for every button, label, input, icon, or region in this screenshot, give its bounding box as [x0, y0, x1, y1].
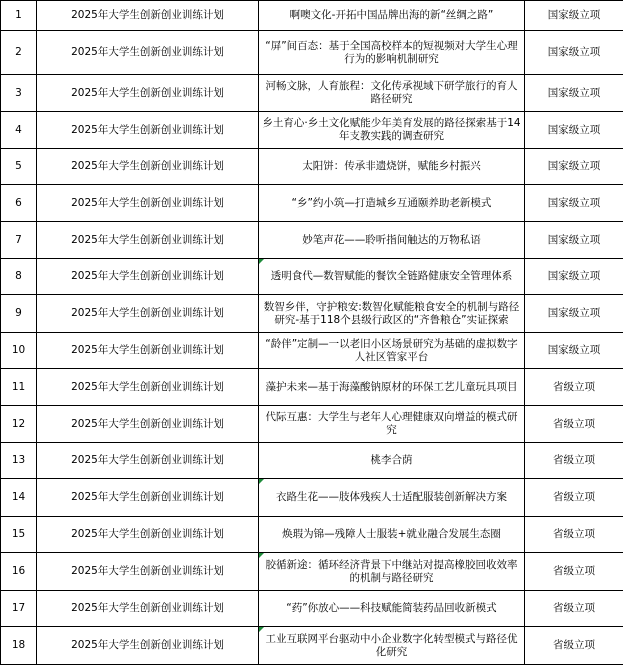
row-number[interactable] [1, 149, 37, 185]
project-title[interactable] [259, 75, 525, 112]
plan-name[interactable] [37, 406, 259, 443]
approval-level[interactable] [525, 553, 623, 591]
approval-level-text: 国家级立项 [547, 9, 601, 21]
row-number-text: 3 [15, 86, 22, 99]
approval-level-text: 国家级立项 [547, 344, 601, 356]
row-number-text: 2 [15, 46, 22, 58]
row-number-text: 4 [15, 123, 22, 136]
table-row [1, 517, 623, 553]
project-title[interactable] [259, 222, 525, 259]
table-row [1, 591, 623, 627]
plan-name-text: 2025年大学生创新创业训练计划 [71, 602, 224, 614]
project-title[interactable] [259, 185, 525, 222]
table-row [1, 31, 623, 75]
row-number[interactable] [1, 112, 37, 149]
approval-level[interactable] [525, 591, 623, 627]
approval-level[interactable] [525, 149, 623, 185]
plan-name-text: 2025年大学生创新创业训练计划 [71, 86, 224, 99]
approval-level-text: 国家级立项 [547, 270, 601, 282]
project-title-text: 桃李合荫 [370, 454, 413, 466]
approval-level[interactable] [525, 627, 623, 665]
project-title[interactable] [259, 31, 525, 75]
project-title[interactable] [259, 1, 525, 31]
project-title-text: 藻护未来—基于海藻酸钠原材的环保工艺儿童玩具项目 [265, 380, 518, 393]
row-number[interactable] [1, 259, 37, 295]
plan-name-text: 2025年大学生创新创业训练计划 [71, 491, 224, 503]
row-number[interactable] [1, 627, 37, 665]
approval-level[interactable] [525, 185, 623, 222]
row-number[interactable] [1, 333, 37, 369]
project-title[interactable] [259, 149, 525, 185]
plan-name-text: 2025年大学生创新创业训练计划 [71, 46, 224, 58]
approval-level[interactable] [525, 369, 623, 406]
plan-name[interactable] [37, 479, 259, 517]
comment-marker-icon [259, 627, 264, 632]
approval-level[interactable] [525, 31, 623, 75]
plan-name-text: 2025年大学生创新创业训练计划 [71, 380, 224, 393]
project-title-text: “龄伴”定制—一以老旧小区场景研究为基础的虚拟数字人社区管家平台 [265, 337, 518, 363]
plan-name[interactable] [37, 591, 259, 627]
project-title[interactable] [259, 591, 525, 627]
approval-level-text: 省级立项 [553, 639, 595, 651]
project-title-text: 啊噢文化-开拓中国品牌出海的新“丝绸之路” [289, 9, 494, 21]
project-title-text: 焕瑕为锦—残障人士服装+就业融合发展生态圈 [282, 528, 501, 540]
project-title[interactable] [259, 369, 525, 406]
plan-name[interactable] [37, 185, 259, 222]
plan-name[interactable] [37, 627, 259, 665]
row-number[interactable] [1, 406, 37, 443]
plan-name-text: 2025年大学生创新创业训练计划 [71, 565, 224, 577]
approval-level[interactable] [525, 517, 623, 553]
approval-level[interactable] [525, 443, 623, 479]
project-table-body [1, 1, 623, 665]
plan-name-text: 2025年大学生创新创业训练计划 [71, 270, 224, 282]
project-title-text: 河畅文脉，人育旅程：文化传承视域下研学旅行的育人路径研究 [265, 80, 518, 105]
comment-marker-icon [259, 479, 264, 484]
plan-name[interactable] [37, 1, 259, 31]
row-number-text: 6 [15, 196, 22, 209]
approval-level-text: 国家级立项 [547, 123, 601, 136]
row-number-text: 14 [11, 491, 26, 503]
project-title[interactable] [259, 112, 525, 149]
project-title[interactable] [259, 443, 525, 479]
project-title-text: 乡土育心·乡土文化赋能少年美育发展的路径探索基于14年支教实践的调查研究 [262, 117, 521, 142]
comment-marker-icon [259, 553, 264, 558]
row-number-text: 15 [11, 528, 26, 540]
plan-name-text: 2025年大学生创新创业训练计划 [71, 9, 224, 21]
comment-marker-icon [259, 259, 264, 264]
plan-name[interactable] [37, 369, 259, 406]
plan-name[interactable] [37, 149, 259, 185]
plan-name-text: 2025年大学生创新创业训练计划 [71, 344, 224, 356]
row-number[interactable] [1, 591, 37, 627]
table-row [1, 75, 623, 112]
project-title[interactable] [259, 553, 525, 591]
approval-level[interactable] [525, 333, 623, 369]
plan-name[interactable] [37, 333, 259, 369]
row-number-text: 17 [11, 602, 26, 614]
project-title-text: 工业互联网平台驱动中小企业数字化转型模式与路径优化研究 [265, 632, 518, 658]
project-title-text: “药”你放心——科技赋能简装药品回收新模式 [286, 602, 497, 614]
approval-level-text: 省级立项 [553, 491, 595, 503]
table-row [1, 112, 623, 149]
approval-level-text: 省级立项 [553, 417, 595, 430]
row-number[interactable] [1, 369, 37, 406]
table-row [1, 222, 623, 259]
project-title-text: 胶循新途：循环经济背景下中继站对提高橡胶回收效率的机制与路径研究 [265, 558, 518, 584]
plan-name-text: 2025年大学生创新创业训练计划 [71, 233, 224, 246]
approval-level[interactable] [525, 222, 623, 259]
table-row [1, 259, 623, 295]
project-title[interactable] [259, 259, 525, 295]
approval-level-text: 省级立项 [553, 602, 595, 614]
table-row [1, 369, 623, 406]
project-title-text: “乡”约小筑—打造城乡互通颐养助老新模式 [291, 196, 492, 209]
row-number[interactable] [1, 295, 37, 333]
row-number-text: 9 [15, 307, 22, 319]
approval-level[interactable] [525, 406, 623, 443]
approval-level-text: 省级立项 [553, 528, 595, 540]
table-row [1, 479, 623, 517]
plan-name[interactable] [37, 222, 259, 259]
plan-name-text: 2025年大学生创新创业训练计划 [71, 454, 224, 466]
plan-name[interactable] [37, 75, 259, 112]
plan-name[interactable] [37, 259, 259, 295]
plan-name-text: 2025年大学生创新创业训练计划 [71, 307, 224, 319]
approval-level-text: 国家级立项 [547, 196, 601, 209]
plan-name[interactable] [37, 553, 259, 591]
approval-level-text: 省级立项 [553, 454, 595, 466]
row-number[interactable] [1, 517, 37, 553]
row-number[interactable] [1, 31, 37, 75]
project-title[interactable] [259, 627, 525, 665]
table-row [1, 443, 623, 479]
approval-level[interactable] [525, 1, 623, 31]
project-title[interactable] [259, 295, 525, 333]
table-row [1, 185, 623, 222]
project-title[interactable] [259, 406, 525, 443]
plan-name-text: 2025年大学生创新创业训练计划 [71, 196, 224, 209]
project-title[interactable] [259, 333, 525, 369]
row-number-text: 7 [15, 233, 22, 246]
approval-level-text: 省级立项 [553, 380, 595, 393]
approval-level-text: 省级立项 [553, 565, 595, 577]
row-number[interactable] [1, 75, 37, 112]
table-row [1, 295, 623, 333]
plan-name[interactable] [37, 517, 259, 553]
row-number[interactable] [1, 553, 37, 591]
row-number[interactable] [1, 479, 37, 517]
plan-name-text: 2025年大学生创新创业训练计划 [71, 528, 224, 540]
approval-level[interactable] [525, 112, 623, 149]
plan-name-text: 2025年大学生创新创业训练计划 [71, 123, 224, 136]
row-number-text: 10 [11, 344, 26, 356]
table-row [1, 627, 623, 665]
row-number[interactable] [1, 443, 37, 479]
row-number-text: 5 [15, 160, 22, 172]
project-title-text: 数智乡伴，守护粮安:数智化赋能粮食安全的机制与路径研究-基于118个县级行政区的“齐鲁粮仓”实证探索 [263, 300, 520, 326]
project-title[interactable] [259, 517, 525, 553]
plan-name-text: 2025年大学生创新创业训练计划 [71, 417, 224, 430]
project-title-text: 妙笔声花——聆听指间触达的万物私语 [302, 233, 481, 246]
project-title-text: 太阳饼：传承非遗烧饼，赋能乡村振兴 [302, 160, 481, 172]
table-row [1, 553, 623, 591]
plan-name-text: 2025年大学生创新创业训练计划 [71, 639, 224, 651]
table-row [1, 1, 623, 31]
approval-level[interactable] [525, 259, 623, 295]
row-number-text: 16 [11, 565, 26, 577]
project-title-text: 代际互惠：大学生与老年人心理健康双向增益的模式研究 [265, 411, 518, 436]
approval-level-text: 国家级立项 [547, 160, 601, 172]
project-title[interactable] [259, 479, 525, 517]
approval-level-text: 国家级立项 [547, 86, 601, 99]
row-number[interactable] [1, 222, 37, 259]
row-number-text: 18 [11, 639, 26, 651]
approval-level-text: 国家级立项 [547, 307, 601, 319]
approval-level-text: 国家级立项 [547, 233, 601, 246]
table-row [1, 406, 623, 443]
row-number-text: 12 [11, 417, 26, 430]
plan-name[interactable] [37, 112, 259, 149]
plan-name[interactable] [37, 443, 259, 479]
plan-name[interactable] [37, 31, 259, 75]
approval-level[interactable] [525, 479, 623, 517]
table-row [1, 149, 623, 185]
row-number-text: 11 [11, 380, 26, 393]
row-number-text: 1 [15, 9, 22, 21]
row-number-text: 13 [11, 454, 26, 466]
project-title-text: 透明食代—数智赋能的餐饮全链路健康安全管理体系 [270, 270, 513, 282]
row-number[interactable] [1, 185, 37, 222]
approval-level[interactable] [525, 75, 623, 112]
project-title-text: “屏”间百态：基于全国高校样本的短视频对大学生心理行为的影响机制研究 [265, 39, 518, 65]
row-number[interactable] [1, 1, 37, 31]
approval-level[interactable] [525, 295, 623, 333]
plan-name[interactable] [37, 295, 259, 333]
row-number-text: 8 [15, 270, 22, 282]
approval-level-text: 国家级立项 [547, 46, 601, 58]
table-row [1, 333, 623, 369]
project-title-text: 衣路生花——肢体残疾人士适配服装创新解决方案 [276, 491, 507, 503]
plan-name-text: 2025年大学生创新创业训练计划 [71, 160, 224, 172]
